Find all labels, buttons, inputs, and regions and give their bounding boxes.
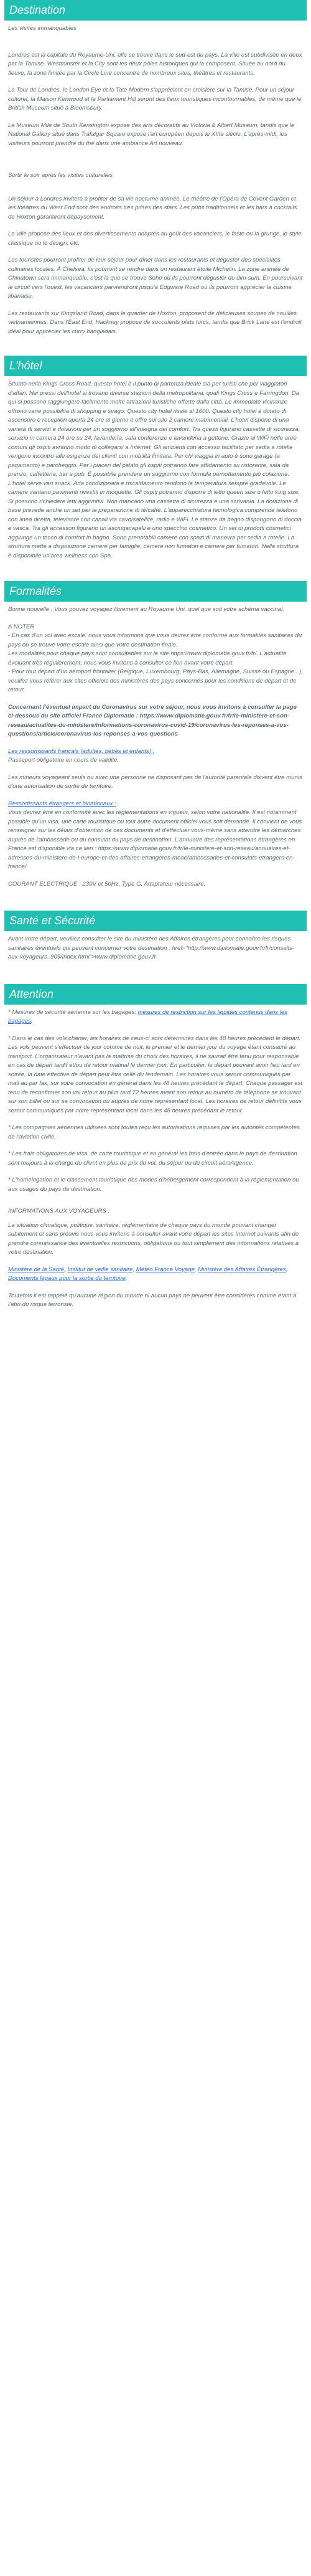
formalites-etrangers-title: Ressortissants étrangers et binationaux : (8, 800, 116, 807)
destination-paragraph: Londres est la capitale du Royaume-Uni, elle se trouve dans le sud-est du pays. La ville est subdivisée en deux par la Tamise. Westminster et la City sont les deux pôles historiques qui la composent. Située au nord du fleuve, la zone limitée par la Circle Line concentre de nombreux sites, théâtres et restaurants. (8, 51, 302, 77)
link-ministere-sante[interactable]: Ministère de la Santé (8, 1266, 65, 1273)
destination-paragraph: La Tour de Londres, le London Eye et la Tate Modern s'apprécient en croisière sur la Tamise. Pour un séjour culturel, la Maison Kenwood et le Parliament Hill seront des lieux touristiques incontournables, de même que le British Museum situé à Bloomsbury. (8, 87, 302, 111)
formalites-note: A NOTER - En cas d'un vol avec escale, nous vous informons que vous devrez être conforme aux formalités sanitaires du pays où se trouve votre escale ainsi que votre destination finale. Les modalités pour chaque pays sont consultables sur le site https://www.diplomatie.gouv.fr/fr/. L'actualité évoluant très régulièrement, nous vous invitons à consulter ce lien avant votre départ. - Pour tout départ d'un aéroport frontalier (Belgique, Luxembourg, Pays-Bas, Allemagne, Suisse ou Espagne...), veuillez vous référer aux sites officiels des ministères des pays concernés pour les conditions de départ et de retour. (8, 623, 303, 693)
subtitle-sortir: Sortir le soir après les visites culturelles (8, 172, 113, 179)
destination-paragraph: Un séjour à Londres invitera à profiter de sa vie nocturne animée. Le théâtre de l'Opéra de Covent Garden et les théâtres du West End sont des endroits très prisés des stars. Les pubs traditionnels et les bars à cocktails de Hoxton garantiront dépaysement. (8, 195, 297, 220)
hotel-description: Situato nella Kings Cross Road, questo hotel è il punto di partenza ideale sia per turisti che per viaggiatori d'affari. Nei pressi dell'hotel si trovano diverse stazioni della metropolitana, quali Kings Cross e Farringdon. Da qui si possono raggiungere facilmente molte attrazioni turistiche offerte dalla città. Le immediate vicinanze offrono varie possibilità di shopping e svago. Questo city hotel risale al 1600. Questo city hotel è dotato di ascensore e reception aperta 24 ore al giorno e offre sul sito 2 camere matrimoniali. L'hotel dispone di una varietà di servizi e dotazioni per un soggiorno all'insegna del comfort. Tra questi figurano cassette di sicurezza, servizio in camera 24 ore su 24, lavanderia, sala conferenze e lavanderia a gettone. Grazie al WiFi nelle aree comuni gli ospiti avranno modo di collegarsi a Internet. Gli ambienti con accesso facilitato per sedia a rotelle vengono incontro alle esigenze dei clienti con mobilità limitata. Per chi viaggia in auto è sono garage (a pagamento) e parcheggio. Per i piaceri del palato gli ospiti potranno fare affidamento su ristorante, sala da pranzo, caffetteria, bar e pub. È possibile prendere un soggiorno con formula pernottamento più colazione. L'hotel serve vari snack. Aria condizionata e riscaldamento rendono la temperatura sempre gradevole. Le camere vantano pavimenti rivestiti in moquette. Gli ospiti potranno disporre di letto queen size o letto king size. Si possono richiedere letti aggiuntivi. Non mancano una cassetta di sicurezza e una scrivania. La dotazione di base prevede anche un set per la preparazione di tè/caffè. L'apparecchiatura tecnologica comprende telefono con linea diretta, televisore con canali via cavo/satellite, radio e WiFi. Le stanze da bagno dispongono di doccia e vasca. Tra gli accessori figurano un asciugacapelli e uno specchio cosmetico. Un set di prodotti cosmetici aggiunge un tocco di comfort in bagno. Sono prenotabili camere con spazi di manovra per sedia a rotelle. La struttura mette a disposizione camere per famiglie, camere non fumatori e camere per fumatori. Nella struttura è disponibile un'area wellness con Spa. (8, 381, 302, 559)
subtitle-visites: Les visites immanquables (8, 25, 77, 32)
destination-paragraph: Le Museum Mile de South Kensington expose des arts décoratifs au Victoria & Albert Museum, tandis que le National Gallery situé dans Trafalgar Square expose l'art européen depuis le XIIIe siècle. L'après-midi, les visiteurs pourront prendre du thé dans une ambiance Art nouveau. (8, 121, 295, 147)
formalites-courant: COURANT ELECTRIQUE : 230V et 50Hz, Type G. Adaptateur nécessaire. (8, 880, 206, 888)
attention-paragraph: La situation climatique, politique, sanitaire, réglementaire de chaque pays du monde pouvant changer subitement et sans préavis nous vous invitons à consulter avant votre départ les sites Internet suivants afin de prendre connaissance des éventuelles restrictions, obligations ou tout simplement des informations relatives à votre destination. (8, 1221, 299, 1256)
section-attention (8, 984, 303, 1310)
section-hotel (8, 356, 303, 561)
section-header-formalites: Formalités (4, 581, 307, 602)
section-header-attention: Attention (4, 984, 307, 1005)
attention-mesures-end: . (30, 1018, 33, 1025)
section-destination (8, 0, 303, 336)
section-header-hotel: L'hôtel (4, 356, 307, 376)
link-affaires-etrangeres[interactable]: Ministère des Affaires Étrangères (198, 1266, 286, 1273)
link-meteo-france[interactable]: Météo France Voyage (136, 1266, 195, 1273)
section-formalites (8, 581, 303, 889)
formalites-paragraph: Les mineurs voyageant seuls ou avec une personne ne disposant pas de l'autorité parentale doivent être munis d'une autorisation de sortie de territoire. (8, 774, 302, 790)
formalites-ressortissants-title: Les ressortissants français (adultes, bébés et enfants) : (8, 747, 155, 755)
formalites-coronavirus: Concernant l'éventuel impact du Coronavirus sur votre séjour, nous vous invitons à consulter la page ci-dessous du site officiel France Diplomatie : https://www.diplomatie.gouv.fr/fr/le-ministere-et-son-reseau/actualites-du-ministere/informations-coronavirus-covid-19/coronavirus-les-reponses-a-vos-questions/article/coronavirus-les-reponses-a-vos-questions (8, 703, 297, 737)
destination-paragraph: La ville propose des lieux et des divertissements adaptés au goût des vacanciers, le faste ou la grunge, le style classique ou le design, etc. (8, 230, 302, 247)
liquides-link[interactable]: mesures de restriction sur les liquides contenus dans les bagages (8, 1008, 288, 1025)
formalites-paragraph: Bonne nouvelle : Vous pouvez voyagez librement au Royaume Uni, quel que soit votre schéma vaccinal. (8, 606, 284, 613)
attention-paragraph: Toutefois il est rappelé qu'aucune région du monde ni aucun pays ne peuvent être considérés comme étant à l'abri du risque terroriste. (8, 1292, 297, 1308)
formalites-paragraph: Vous devrez être en conformité avec les réglementations en vigueur, selon votre nationalité. Il est notamment possible qu'un visa, une carte touristique ou tout autre document officiel vous soit demandé. Il convient de vous renseigner sur les délais d'obtention de ces documents et d'effectuer vous-même sans attendre les démarches auprès de l'ambassade ou du consulat du pays de destination. L'annuaire des représentations étrangères en France est disponible via ce lien : https://www.diplomatie.gouv.fr/fr/le-ministere-et-son-reseau/annuaires-et-adresses-du-ministere-de-l-europe-et-des-affaires-etrangeres-meae/ambassades-et-consulats-etrangers-en-france/ (8, 809, 302, 870)
section-sante (8, 911, 303, 962)
destination-paragraph: Les restaurants sur Kingsland Road, dans le quartier de Hoxton, proposent de délicieuses soupes de nouilles vietnamiennes. Dans l'East End, Hackney propose de succulents plats turcs, tandis que Brick Lane est l'endroit idéal pour apprécier les curry bangladais. (8, 310, 302, 335)
attention-paragraph: * Les frais obligatoires de visa, de carte touristique et en général les frais d'entrée dans le pays de destination sont toujours à la charge du client en plus du prix du vol, du séjour ou du circuit aéro/agence. (8, 1150, 297, 1167)
sante-paragraph: Avant votre départ, veuillez consulter le site du ministère des Affaires étrangères pour connaître les risques sanitaires éventuels qui peuvent concerner votre destination : href="http://www.diplomatie.gouv.fr/fr/conseils-aux-voyageurs_909/index.html">www.diplomatie.gouv.fr (8, 935, 294, 960)
attention-paragraph: * L'homologation et le classement touristique des modes d'hébergement correspondent à la réglementation ou aux usages du pays de destination. (8, 1177, 299, 1193)
attention-links: Ministère de la Santé, Institut de veille sanitaire, Météo France Voyage, Ministère des Affaires Étrangères, Documents légaux pour la sortie du territoire. (8, 1266, 288, 1282)
section-header-sante: Santé et Sécurité (4, 911, 307, 931)
section-header-destination: Destination (4, 0, 307, 21)
destination-paragraph: Les touristes pourront profiter de leur séjour pour dîner dans les restaurants et déguster des spécialités culinaires locales. À Chelsea, ils pourront se rendre dans un restaurant étoilé Michelin. La zone animée de Chinatown sera immanquable, c'est là que se trouve Soho où ils pourront déguster du dim-sum. En poursuivant le circuit vers l'ouest, les vacanciers parviendront jusqu'à Edgware Road où ils pourront apprécier la cuisine libanaise. (8, 257, 303, 300)
attention-paragraph: * Les compagnies aériennes utilisées sont toutes reçu les autorisations requises par les autorités compétentes de l'aviation civile. (8, 1124, 300, 1140)
attention-paragraph: * Dans le cas des vols charter, les horaires de ceux-ci sont déterminés dans les 48 heures précédent le départ. Les vols peuvent s'effectuer de jour comme de nuit, le premier et le dernier jour du voyage étant consacré au transport. L'organisateur n'ayant pas la maîtrise du choix des horaires, il ne saurait être tenu pour responsable en cas de départ tardif et/ou de retour matinal le dernier jour. En particulier, le départ pouvant avoir lieu tard en soirée, la date effective de départ peut être celle du lendemain. Les horaires vous seront communiqués par mail au par fax, sur votre convocation en général dans les 48 heures précédant le départ. Chaque passager est tenu de reconfirmer son vol retour au plus tard 72 heures avant son retour au numéro de téléphone se trouvant sur son billet ou sur sa convocation ou auprès de notre représentant local. Les horaires de retour définitifs vous seront communiqués par notre représentant local dans les 48 heures précédant le retour. (8, 1035, 303, 1114)
link-documents-legaux[interactable]: Documents légaux pour la sortie du territoire (8, 1275, 126, 1282)
attention-mesures-text: * Mesures de sécurité aérienne sur les bagages: (8, 1008, 138, 1016)
attention-paragraph (8, 1008, 303, 1026)
informations-voyageurs-title: INFORMATIONS AUX VOYAGEURS : (8, 1208, 110, 1215)
formalites-paragraph: Passeport obligatoire en cours de validité. (8, 757, 119, 764)
link-veille-sanitaire[interactable]: Institut de veille sanitaire (67, 1266, 133, 1273)
